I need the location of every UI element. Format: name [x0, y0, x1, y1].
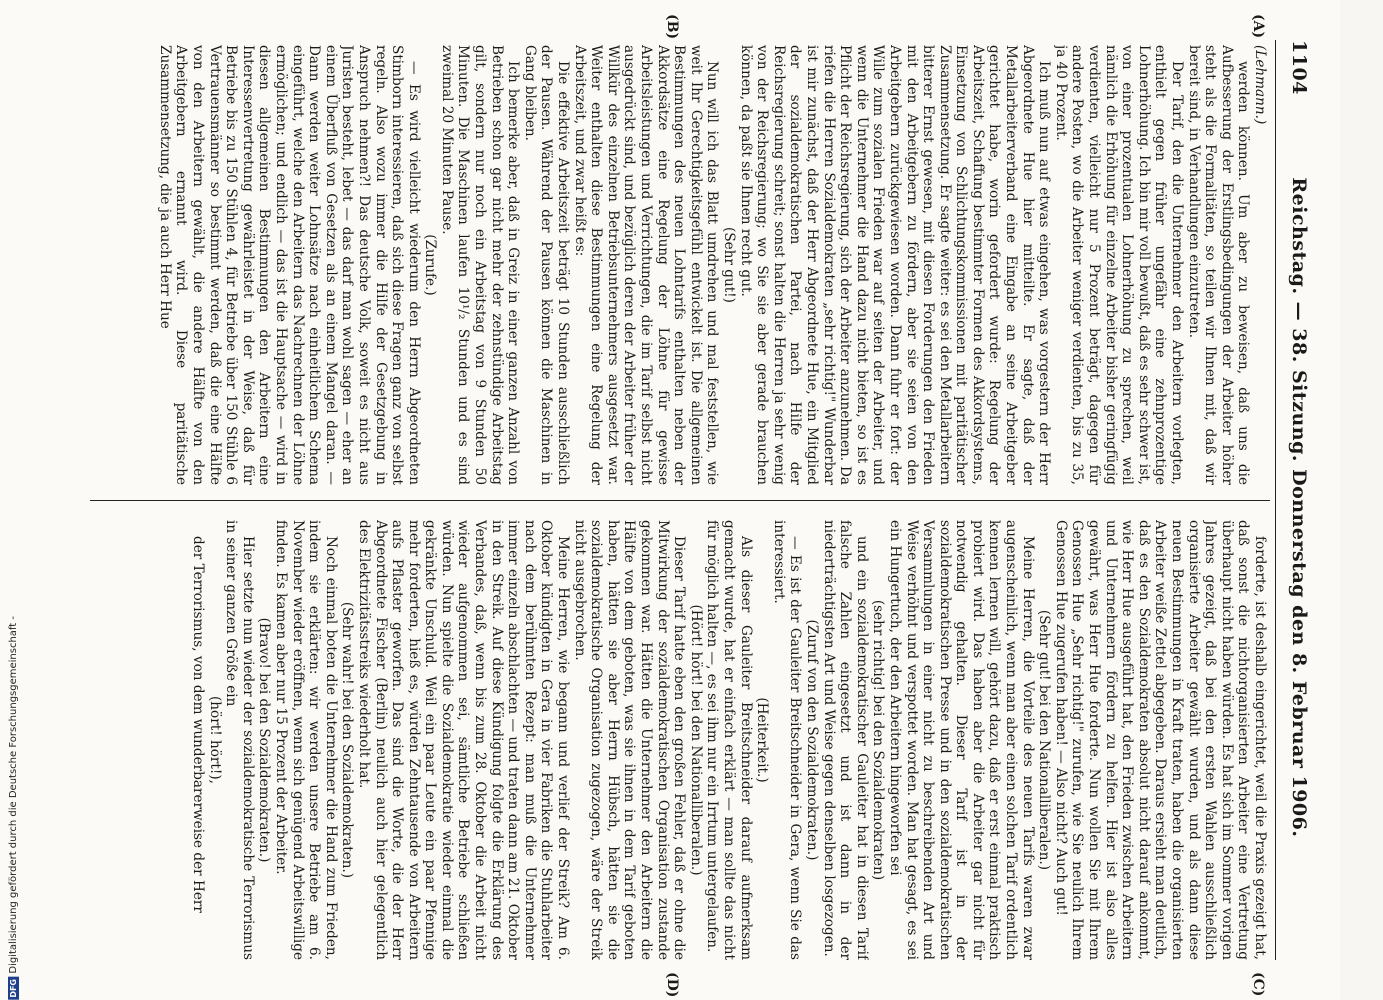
right-column-paragraph: (Sehr gut! bei den Nationalliberalen.): [1036, 609, 1053, 871]
dfg-logo: DFG: [8, 979, 18, 998]
left-column-paragraph: (Zurufe.): [422, 234, 439, 296]
right-column-paragraph: Meine Herren, die Vorteile des neuen Tarifs waren zwar augenscheinlich, wenn man aber einen solchen Tarif ordentlich kennen lernen will, gehört dazu, daß er erst einmal praktisch probiert wird. Das haben aber die Arbeiter gar nicht für notwendig gehalten. Dieser Tarif ist in der sozialdemokratischen Presse und in den sozialdemokratischen Versammlungen in einer nicht zu beschreibenden Art und Weise verhöhnt und verspottet worden. Man hat gesagt, es sei ein Hungertuch, der den Arbeitern hingeworfen sei: [886, 520, 1036, 960]
right-column-paragraph: (Hört! hört! bei den Nationalliberalen.): [687, 604, 704, 876]
right-column: [96, 520, 1268, 960]
header-rule: [1275, 40, 1276, 960]
left-column-paragraph: Ich muß nun auf etwas eingehen, was vorgestern der Herr Abgeordnete Hue hier mitteilte. Er sagte, daß der Metallarbeiterverband eine Eingabe an seine Arbeitgeber gerichtet habe, worin gefordert wurde: Regelung der Arbeitszeit, Schaffung bestimmter Formen des Akkordsystems, Einsetzung von Schlichtungskommissionen mit paritätischer Zusammensetzung. Er sagte weiter: es sei den Metallarbeitern bitterer Ernst gewesen, mit diesen Forderungen den Frieden mit den Arbeitgebern zu fördern, aber sie seien von den Arbeitgebern zurückgewiesen worden. Dann fuhr er fort: der Wille zum sozialen Frieden war auf seiten der Arbeiter, und wenn die Unternehmer die Hand dazu nicht bieten, so ist es Pflicht der Reichsregierung, sich der Arbeiter anzunehmen. Da riefen die Herren Sozialdemokraten „sehr richtig!" Wunderbar ist mir zunächst, daß der Herr Abgeordnete Hue, ein Mitglied der sozialdemokratischen Partei, nach Hilfe der Reichsregierung schreit; sonst halten die Herren ja sehr wenig von der Reichsregierung; wo Sie sie aber gerade brauchen können, da paßt sie Ihnen recht gut.: [737, 45, 1053, 485]
right-column-paragraph: (Zuruf von den Sozialdemokraten.): [803, 619, 820, 861]
right-column-paragraph: und ein sozialdemokratischer Gauleiter hat in diesen Tarif falsche Zahlen eingesetzt und ist dann in der niederträchtigsten Art und Weise gegen denselben losgezogen.: [820, 520, 870, 960]
column-divider: [90, 500, 1270, 501]
right-column-paragraph: (Heiterkeit.): [754, 697, 771, 783]
margin-marker-b: (B): [664, 14, 680, 40]
digitization-credit: [2, 600, 24, 1000]
left-column-paragraph: Ich bemerke aber, daß in Greiz in einer ganzen Anzahl von Betrieben schon gar nicht mehr der zehnstündige Arbeitstag gilt, sondern nur noch ein Arbeitstag von 9 Stunden 50 Minuten. Die Maschinen laufen 10¹/₂ Stunden und es sind zweimal 20 Minuten Pause.: [438, 45, 522, 485]
right-column-paragraph: Hier setzte nun wieder der sozialdemokratische Terrorismus in seiner ganzen Größe ein: [223, 520, 256, 960]
right-column-paragraph: (Bravo! bei den Sozialdemokraten.): [256, 617, 273, 863]
margin-marker-d: (D): [664, 972, 680, 998]
credit-text: Digitalisierung gefördert durch die Deutsche Forschungsgemeinschaft -: [7, 615, 19, 974]
margin-marker-c: (C): [1250, 972, 1266, 997]
left-column-paragraph: Die effektive Arbeitszeit beträgt 10 Stunden ausschließlich der Pausen. Während der Pausen können die Maschinen in Gang bleiben.: [521, 45, 572, 485]
right-column-paragraph: (sehr richtig! bei den Sozialdemokraten): [870, 599, 887, 881]
margin-marker-a: (A): [1250, 14, 1266, 39]
session-title: Reichstag. — 38. Sitzung. Donnerstag den 8. Februar 1906.: [1288, 177, 1310, 838]
speaker-tag: (Lehmann.): [1252, 45, 1268, 125]
right-column-paragraph: (Sehr wahr! bei den Sozialdemokraten.): [339, 601, 356, 879]
left-column-paragraph: Der Tarif, den die Unternehmer den Arbeitern vorlegten, enthielt gegen früher ungefähr eine zehnprozentige Lohnerhöhung. Ich bin mir voll bewußt, daß es sehr schwer ist, von einer prozentualen Lohnerhöhung zu sprechen, weil nämlich die Erhöhung für einzelne Arbeiter bisher geringfügig verdienten, vielleicht nur 5 Prozent beträgt, dagegen für andere Posten, wo die Arbeiter weniger verdienten, bis zu 35, ja 40 Prozent.: [1052, 45, 1186, 485]
right-column-paragraph: — Es ist der Gauleiter Breitschneider in Gera, wenn Sie das interessiert.: [770, 520, 804, 960]
right-column-paragraph: Meine Herren, wie begann und verlief der Streik? Am 6. Oktober kündigten in Gera in vier Fabriken die Stuhlarbeiter nach dem berühmten Rezept: man muß die Unternehmer immer einzeln abschlachten — und traten dann am 21. Oktober in den Streik. Auf diese Kündigung folgte die Erklärung des Verbandes, daß, wenn bis zum 28. Oktober die Arbeit nicht wieder aufgenommen sei, sämtliche Betriebe schließen würden. Nun spielte die Sozialdemokratie wieder einmal die gekränkte Unschuld. Weil ein paar Leute ein paar Pfennige mehr forderten, hieß es, würden Zehntausende von Arbeitern aufs Pflaster geworfen. Das sind die Worte, die der Herr Abgeordnete Fischer (Berlin) neulich auch hier gelegentlich des Elektrizitätsstreiks wiederholt hat.: [355, 520, 572, 960]
right-column-paragraph: Noch einmal boten die Unternehmer die Hand zum Frieden, indem sie erklärten: wir werden unsere Betriebe am 6. November wieder eröffnen, wenn sich genügend Arbeitswillige finden. Es kamen aber nur 15 Prozent der Arbeiter.: [272, 520, 339, 960]
page-number: 1104: [1288, 40, 1310, 95]
left-column-paragraph: werden können. Um aber zu beweisen, daß uns die Aufbesserung der Erstlingsbedingungen der Arbeiter höher steht als die Formalitäten, so teilen wir Ihnen mit, daß wir bereit sind, in Verhandlungen einzutreten.: [1185, 45, 1252, 485]
left-column-paragraph: Nun will ich das Blatt umdrehen und mal feststellen, wie weit Ihr Gerechtigkeitsgefühl entwickelt ist. Die allgemeinen Bestimmungen des neuen Lohntarifs enthalten neben der Akkordsätze eine Regelung der Löhne für gewisse Arbeitsleistungen und Verrichtungen, die im Tarif selbst nicht ausgedrückt sind, und bezüglich deren der Arbeiter früher der Willkür des einzelnen Betriebsunternehmers ausgesetzt war. Weiter enthalten diese Bestimmungen eine Regelung der Arbeitszeit, und zwar heißt es:: [571, 45, 721, 485]
right-column-paragraph: Als dieser Gauleiter Breitschneider darauf aufmerksam gemacht wurde, hat er einfach erklärt — man sollte das nicht für möglich halten —, es sei ihm nur ein Irrtum untergelaufen.: [704, 520, 754, 960]
right-column-paragraph: forderte, ist deshalb eingerichtet, weil die Praxis gezeigt hat, daß sonst die nichtorganisierten Arbeiter eine Vertretung überhaupt nicht haben würden. Es hat sich im Sommer vorigen Jahres gezeigt, daß bei den ersten Wahlen ausschließlich organisierte Arbeiter gewählt wurden, und als dann diese neuen Bestimmungen in Kraft traten, haben die organisierten Arbeiter weiße Zettel abgegeben. Daraus ersieht man deutlich, daß es den Sozialdemokraten absolut nicht darauf ankommt, wie Herr Hue ausgeführt hat, den Frieden zwischen Arbeitern und Unternehmern fördern zu helfen. Hier ist also alles gewährt, was Herr Hue forderte. Nun wollen Sie mit Ihrem Genossen Hue „Sehr richtig!" zurufen, wie Sie neulich Ihrem Genossen Hue zugerufen haben! — Also nicht? Auch gut!: [1052, 520, 1268, 960]
left-column-paragraph: (Sehr gut!): [721, 227, 737, 303]
right-column-paragraph: der Terrorismus, von dem wunderbarerweise der Herr: [190, 536, 206, 913]
right-column-paragraph: (hört! hört!),: [206, 696, 223, 784]
page-header: [1280, 40, 1310, 960]
left-column-paragraph: — Es wird vielleicht wiederum den Herrn Abgeordneten Stimborn interessieren, daß sich diese Fragen ganz von selbst regeln. Also wozu immer die Hilfe der Gesetzgebung in Anspruch nehmen?! Das deutsche Volk, soweit es nicht aus Juristen besteht, lebet — das darf man wohl sagen — eher an einem Überfluß von Gesetzen als an einem Mangel daran. — Dann werden weiter Lohnsätze nach einheitlichem Schema eingeführt, welche den Arbeitern das Nachrechnen der Löhne ermöglichen; und endlich — das ist die Hauptsache — wird in diesen allgemeinen Bestimmungen den Arbeitern eine Interessenvertretung gewährleistet in der Weise, daß für Betriebe bis zu 150 Stühlen 4, für Betriebe über 150 Stühle 6 Vertrauensmänner so bestimmt werden, daß die eine Hälfte von den Arbeitern gewählt, die andere Hälfte von den Arbeitgebern ernannt wird. Diese paritätische Zusammensetzung, die ja auch Herr Hue: [156, 45, 422, 485]
left-column: [96, 45, 1268, 485]
right-column-paragraph: Dieser Tarif hatte eben den großen Fehler, daß er ohne die Mitwirkung der sozialdemokratischen Organisation zustande gekommen war. Hätten die Unternehmer den Arbeitern die Hälfte von dem geboten, was sie ihnen in dem Tarif geboten haben, hätten sie aber Herrn Hübsch, hätten sie die sozialdemokratische Organisation zugezogen, wäre der Streik nicht ausgebrochen.: [571, 520, 688, 960]
